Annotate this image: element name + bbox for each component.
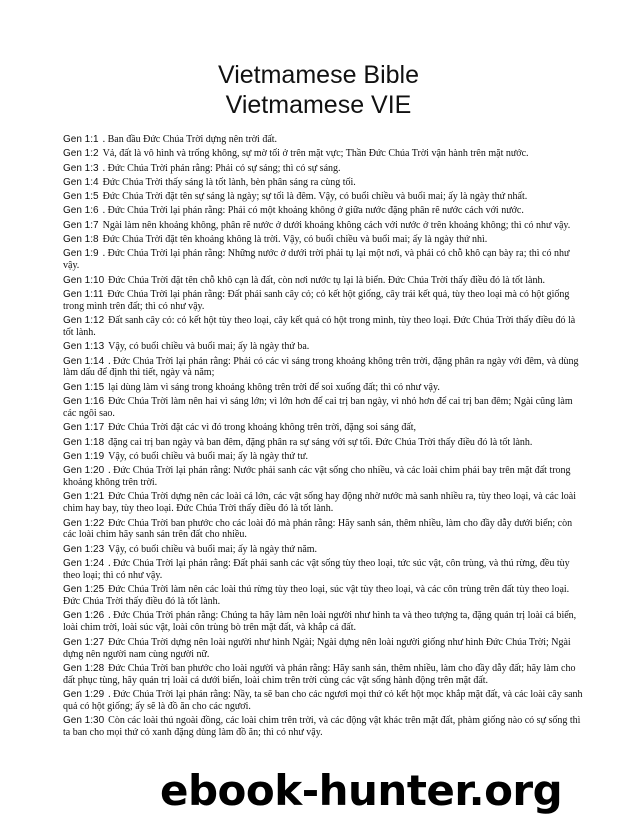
verse-reference: Gen 1:13 <box>63 341 105 353</box>
verse-reference: Gen 1:1 <box>63 134 99 145</box>
verse-item <box>63 220 585 232</box>
verse-reference: Gen 1:29 <box>63 689 105 701</box>
verse-reference: Gen 1:25 <box>63 584 105 596</box>
verse-text: Đức Chúa Trời ban phước cho các loài đó mà phán rằng: Hãy sanh sản, thêm nhiều, làm cho đầy dẫy dưới biển; còn các loài chim hãy sanh sản trên đất cho nhiều. <box>63 517 573 541</box>
verse-reference: Gen 1:18 <box>63 436 105 448</box>
verse-text: Vậy, có buổi chiều và buổi mai; ấy là ngày thứ tư. <box>108 450 309 462</box>
verse-item <box>63 465 585 489</box>
verse-text: Đức Chúa Trời đặt các vì đó trong khoảng không trên trời, đặng soi sáng đất, <box>108 422 417 434</box>
verse-text: Còn các loài thú ngoài đồng, các loài chim trên trời, và các động vật khác trên mặt đất, phàm giống nào có sự sống thì ta ban cho mọi thứ cỏ xanh đặng dùng làm đồ ăn; thì có như vậy. <box>63 715 581 739</box>
verse-reference: Gen 1:16 <box>63 396 105 408</box>
verse-text: Vậy, có buổi chiều và buổi mai; ấy là ngày thứ năm. <box>108 543 318 555</box>
verse-item <box>63 315 585 339</box>
verse-reference: Gen 1:15 <box>63 381 105 393</box>
verse-reference: Gen 1:19 <box>63 450 105 462</box>
verse-text: lại dùng làm vì sáng trong khoảng không trên trời để soi xuống đất; thì có như vậy. <box>108 381 440 393</box>
verse-text: . Đức Chúa Trời lại phán rằng: Đất phải sanh các vật sống tùy theo loại, tức súc vật, côn trùng, và thú rừng, đều tùy theo loại; thì có như vậy. <box>63 558 570 581</box>
verse-text: . Đức Chúa Trời phán rằng: Chúng ta hãy làm nên loài người như hình ta và theo tượng ta, đặng quản trị loài cá biển, loài chim trời, loài súc vật, loài côn trùng bò trên mặt đất, và khắp cả đất. <box>63 610 577 634</box>
verse-reference: Gen 1:8 <box>63 234 99 246</box>
verse-item <box>63 177 585 189</box>
verse-item <box>63 275 585 287</box>
verse-reference: Gen 1:11 <box>63 288 104 300</box>
verse-item <box>63 341 585 353</box>
verse-item <box>63 610 585 634</box>
verse-item <box>63 234 585 246</box>
verse-reference: Gen 1:24 <box>63 558 105 570</box>
verse-text: . Ban đầu Đức Chúa Trời dựng nên trời đất. <box>102 134 278 145</box>
verse-reference: Gen 1:23 <box>63 543 105 555</box>
verse-text: Đức Chúa Trời dựng nên các loài cá lớn, các vật sống hay động nhờ nước mà sanh nhiều ra, tùy theo loại, và các loài chim hay bay, tùy theo loại. Đức Chúa Trời thấy điều đó là tốt lành. <box>63 491 576 515</box>
verse-text: Đức Chúa Trời đặt tên sự sáng là ngày; sự tối là đêm. Vậy, có buổi chiều và buổi mai; ấy là ngày thứ nhất. <box>102 191 528 203</box>
verse-reference: Gen 1:7 <box>63 219 99 231</box>
verse-item <box>63 205 585 217</box>
verse-reference: Gen 1:10 <box>63 274 105 286</box>
verse-reference: Gen 1:2 <box>63 148 99 160</box>
verse-text: Vả, đất là vô hình và trống không, sự mờ tối ở trên mặt vực; Thần Đức Chúa Trời vận hành trên mặt nước. <box>102 148 529 160</box>
verse-text: Đất sanh cây cỏ: cỏ kết hột tùy theo loại, cây kết quả có hột trong mình, tùy theo loại. Đức Chúa Trời thấy điều đó là tốt lành. <box>63 315 576 338</box>
verse-item <box>63 289 585 313</box>
verse-reference: Gen 1:20 <box>63 465 105 477</box>
verse-item <box>63 544 585 556</box>
verse-text: Đức Chúa Trời đặt tên chỗ khô cạn là đất, còn nơi nước tụ lại là biển. Đức Chúa Trời thấy điều đó là tốt lành. <box>108 274 545 286</box>
verse-reference: Gen 1:21 <box>63 491 105 503</box>
verse-item <box>63 518 585 542</box>
verse-item <box>63 491 585 515</box>
verse-item <box>63 163 585 175</box>
verse-reference: Gen 1:14 <box>63 355 105 367</box>
verse-reference: Gen 1:30 <box>63 715 105 727</box>
document-title: Vietmamese Bible <box>217 61 420 89</box>
verse-reference: Gen 1:4 <box>63 176 99 188</box>
verse-item <box>63 422 585 434</box>
verse-reference: Gen 1:3 <box>63 162 99 174</box>
verse-text: . Đức Chúa Trời lại phán rằng: Phải có các vì sáng trong khoảng không trên trời, đặng phân ra ngày với đêm, và dùng làm dấu để định thì tiết, ngày và năm; <box>63 355 579 379</box>
verse-text: đặng cai trị ban ngày và ban đêm, đặng phân ra sự sáng với sự tối. Đức Chúa Trời thấy điều đó là tốt lành. <box>108 436 533 448</box>
verse-text: Đức Chúa Trời thấy sáng là tốt lành, bèn phân sáng ra cùng tối. <box>102 176 356 188</box>
verse-item <box>63 558 585 582</box>
verse-text: . Đức Chúa Trời lại phán rằng: Phải có một khoảng không ở giữa nước đặng phân rẽ nước cách với nước. <box>102 205 524 217</box>
watermark-text: ebook-hunter.org <box>160 766 563 815</box>
verse-reference: Gen 1:26 <box>63 610 105 622</box>
verse-item <box>63 584 585 608</box>
verse-reference: Gen 1:6 <box>63 205 99 217</box>
verse-reference: Gen 1:22 <box>63 517 105 529</box>
verse-item <box>63 689 585 713</box>
verse-text: Đức Chúa Trời dựng nên loài người như hình Ngài; Ngài dựng nên loài người giống như hình Đức Chúa Trời; Ngài dựng nên người nam cùng người nữ. <box>63 636 571 660</box>
verse-list <box>63 134 585 742</box>
verse-reference: Gen 1:12 <box>63 315 105 327</box>
verse-item <box>63 356 585 380</box>
verse-item <box>63 396 585 420</box>
verse-reference: Gen 1:27 <box>63 636 105 648</box>
verse-item <box>63 148 585 160</box>
verse-text: Đức Chúa Trời lại phán rằng: Đất phải sanh cây cỏ; cỏ kết hột giống, cây trái kết quả, tùy theo loại mà có hột giống trong mình trên đất; thì có như vậy. <box>63 288 570 312</box>
verse-text: Đức Chúa Trời làm nên hai vì sáng lớn; vì lớn hơn để cai trị ban ngày, vì nhỏ hơn để cai trị ban đêm; Ngài cũng làm các ngôi sao. <box>63 396 573 419</box>
verse-text: . Đức Chúa Trời lại phán rằng: Nầy, ta sẽ ban cho các ngươi mọi thứ cỏ kết hột mọc khắp mặt đất, và các loài cây sanh quả có hột giống; ấy sẽ là đồ ăn cho các ngươi. <box>63 689 583 712</box>
verse-item <box>63 134 585 146</box>
verse-item <box>63 382 585 394</box>
verse-item <box>63 191 585 203</box>
verse-item <box>63 663 585 687</box>
verse-item <box>63 248 585 272</box>
verse-reference: Gen 1:9 <box>63 248 99 260</box>
verse-reference: Gen 1:28 <box>63 662 105 674</box>
verse-reference: Gen 1:5 <box>63 191 99 203</box>
verse-text: . Đức Chúa Trời phán rằng: Phải có sự sáng; thì có sự sáng. <box>102 162 341 174</box>
verse-text: Đức Chúa Trời làm nên các loài thú rừng tùy theo loại, súc vật tùy theo loại, và các côn trùng trên đất tùy theo loại. Đức Chúa Trời thấy điều đó là tốt lành. <box>63 584 570 608</box>
verse-reference: Gen 1:17 <box>63 422 105 434</box>
verse-text: Vậy, có buổi chiều và buổi mai; ấy là ngày thứ ba. <box>108 341 310 353</box>
verse-item <box>63 437 585 449</box>
document-subtitle: Vietmamese VIE <box>225 91 412 119</box>
verse-item <box>63 637 585 661</box>
verse-text: Ngài làm nên khoảng không, phân rẽ nước ở dưới khoảng không cách với nước ở trên khoảng không; thì có như vậy. <box>102 219 571 231</box>
verse-item <box>63 715 585 739</box>
verse-text: . Đức Chúa Trời lại phán rằng: Những nước ở dưới trời phải tụ lại một nơi, và phải có chỗ khô cạn bày ra; thì có như vậy. <box>63 248 570 272</box>
verse-item <box>63 451 585 463</box>
verse-text: . Đức Chúa Trời lại phán rằng: Nước phải sanh các vật sống cho nhiều, và các loài chim phải bay trên mặt đất trong khoảng không trên trời. <box>63 465 571 489</box>
verse-text: Đức Chúa Trời ban phước cho loài người và phán rằng: Hãy sanh sản, thêm nhiều, làm cho đầy dẫy đất; hãy làm cho đất phục tùng, hãy quản trị loài cá dưới biển, loài chim trên trời cùng các vật sống hành động trên mặt đất. <box>63 662 576 686</box>
verse-text: Đức Chúa Trời đặt tên khoảng không là trời. Vậy, có buổi chiều và buổi mai; ấy là ngày thứ nhì. <box>102 234 488 246</box>
